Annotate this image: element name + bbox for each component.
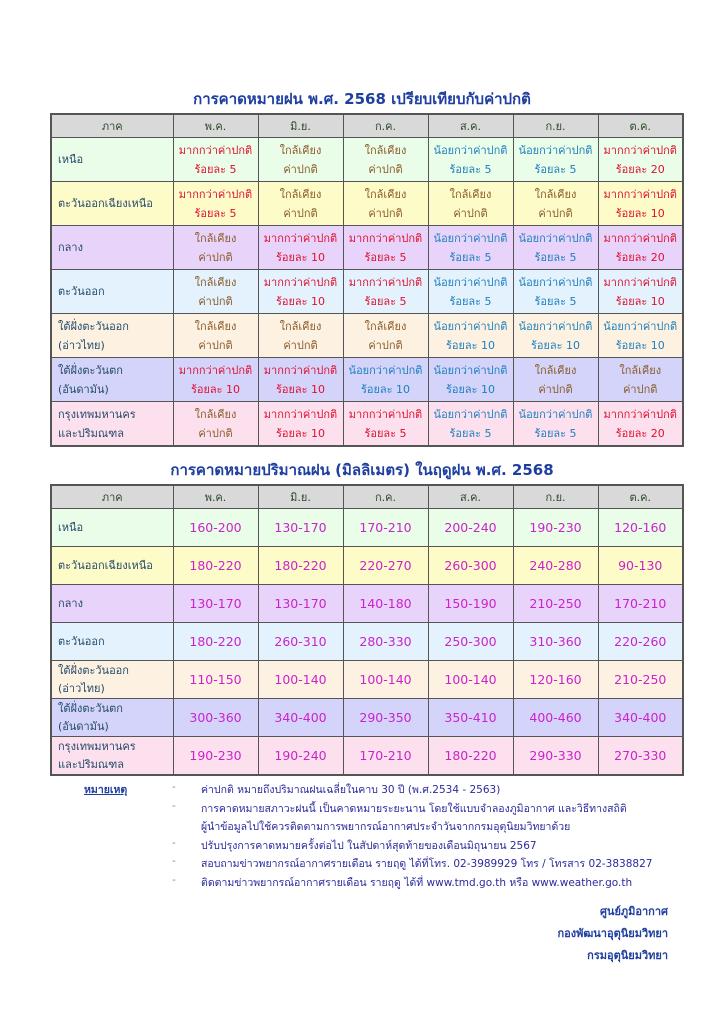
forecast-percent: ร้อยละ 5 <box>364 294 407 308</box>
forecast-cell <box>428 226 513 270</box>
rainfall-range: 190-240 <box>258 737 343 776</box>
forecast-percent: ค่าปกติ <box>623 382 658 396</box>
forecast-cell <box>428 402 513 447</box>
forecast-cell <box>598 138 683 182</box>
forecast-category: มากกว่าค่าปกติ <box>263 407 338 421</box>
rainfall-range: 120-160 <box>513 661 598 699</box>
forecast-percent: ค่าปกติ <box>198 250 233 264</box>
forecast-cell <box>258 182 343 226</box>
forecast-percent: ร้อยละ 10 <box>615 206 665 220</box>
column-header: ภาค <box>51 485 173 509</box>
rainfall-range: 100-140 <box>258 661 343 699</box>
note-bullet: - <box>172 781 176 793</box>
rainfall-range: 170-210 <box>598 585 683 623</box>
forecast-percent: ร้อยละ 10 <box>615 338 665 352</box>
table-row <box>51 585 683 623</box>
region-name: ตะวันออกเฉียงเหนือ <box>58 558 153 572</box>
forecast-category: น้อยกว่าค่าปกติ <box>433 275 508 289</box>
forecast-cell <box>513 270 598 314</box>
note-line: ผู้นำข้อมูลไปใช้ควรติดตามการพยากรณ์อากาศประจำวันจากกรมอุตุนิยมวิทยาด้วย <box>201 821 571 833</box>
forecast-category: มากกว่าค่าปกติ <box>603 231 677 245</box>
column-header: ต.ค. <box>598 114 683 138</box>
forecast-percent: ร้อยละ 20 <box>615 162 665 176</box>
column-header: ก.ค. <box>343 114 428 138</box>
table-header-row <box>51 485 683 509</box>
region-cell <box>51 547 173 585</box>
rainfall-range: 310-360 <box>513 623 598 661</box>
forecast-percent: ร้อยละ 10 <box>190 382 241 396</box>
forecast-percent: ค่าปกติ <box>283 162 318 176</box>
column-header: มิ.ย. <box>258 485 343 509</box>
forecast-cell <box>258 226 343 270</box>
forecast-cell <box>258 314 343 358</box>
forecast-category: มากกว่าค่าปกติ <box>263 231 338 245</box>
forecast-cell <box>598 314 683 358</box>
column-header: มิ.ย. <box>258 114 343 138</box>
note-bullet: - <box>172 799 176 812</box>
forecast-category: มากกว่าค่าปกติ <box>348 231 423 245</box>
forecast-category: ใกล้เคียง <box>619 363 662 377</box>
forecast-cell <box>343 182 428 226</box>
table1-title: การคาดหมายฝน พ.ศ. 2568 เปรียบเทียบกับค่าปกติ <box>193 90 531 108</box>
forecast-cell <box>173 314 258 358</box>
forecast-cell <box>428 270 513 314</box>
forecast-percent: ค่าปกติ <box>538 206 573 220</box>
forecast-category: ใกล้เคียง <box>364 143 407 157</box>
forecast-cell <box>258 270 343 314</box>
forecast-category: มากกว่าค่าปกติ <box>603 143 677 157</box>
forecast-percent: ร้อยละ 5 <box>194 162 237 176</box>
rainfall-range: 180-220 <box>173 547 258 585</box>
region-cell <box>51 182 173 226</box>
forecast-percent: ค่าปกติ <box>198 294 233 308</box>
rainfall-range: 220-270 <box>343 547 428 585</box>
forecast-cell <box>258 402 343 447</box>
forecast-category: มากกว่าค่าปกติ <box>603 407 677 421</box>
column-header: ก.ค. <box>343 485 428 509</box>
forecast-cell <box>173 182 258 226</box>
note-bullet: - <box>172 873 176 886</box>
table-row <box>51 699 683 737</box>
rainfall-range: 190-230 <box>513 509 598 547</box>
note-line: ติดตามข่าวพยากรณ์อากาศรายเดือน รายฤดู ได้ที่ www.tmd.go.th หรือ www.weather.go.th <box>201 876 633 889</box>
forecast-percent: ร้อยละ 5 <box>364 426 407 440</box>
forecast-percent: ค่าปกติ <box>368 338 403 352</box>
rainfall-range: 220-260 <box>598 623 683 661</box>
rainfall-range: 160-200 <box>173 509 258 547</box>
forecast-cell <box>258 358 343 402</box>
column-header: พ.ค. <box>173 485 258 509</box>
rainfall-range: 90-130 <box>598 547 683 585</box>
forecast-percent: ร้อยละ 10 <box>615 294 665 308</box>
forecast-category: มากกว่าค่าปกติ <box>178 187 253 201</box>
region-cell <box>51 314 173 358</box>
rain-comparison-table <box>50 113 684 447</box>
forecast-percent: ร้อยละ 10 <box>530 338 581 352</box>
forecast-category: น้อยกว่าค่าปกติ <box>518 275 593 289</box>
table-header-row <box>51 114 683 138</box>
forecast-percent: ร้อยละ 5 <box>449 426 492 440</box>
forecast-category: น้อยกว่าค่าปกติ <box>348 363 423 377</box>
forecast-percent: ร้อยละ 10 <box>445 382 496 396</box>
forecast-category: ใกล้เคียง <box>449 187 492 201</box>
forecast-cell <box>428 182 513 226</box>
rain-amount-table <box>50 484 684 776</box>
note-bullet: - <box>172 855 176 867</box>
forecast-category: มากกว่าค่าปกติ <box>348 275 423 289</box>
forecast-category: มากกว่าค่าปกติ <box>348 407 423 421</box>
forecast-percent: ร้อยละ 5 <box>449 162 492 176</box>
rainfall-range: 210-250 <box>513 585 598 623</box>
forecast-cell <box>173 270 258 314</box>
forecast-category: น้อยกว่าค่าปกติ <box>433 231 508 245</box>
rainfall-range: 290-350 <box>343 699 428 737</box>
forecast-percent: ค่าปกติ <box>453 206 488 220</box>
forecast-cell <box>343 270 428 314</box>
region-subname: (อันดามัน) <box>58 382 109 396</box>
forecast-cell <box>513 226 598 270</box>
rainfall-range: 130-170 <box>258 585 343 623</box>
region-cell <box>51 623 173 661</box>
signature-line: ศูนย์ภูมิอากาศ <box>599 905 668 918</box>
rainfall-range: 290-330 <box>513 737 598 776</box>
rainfall-range: 250-300 <box>428 623 513 661</box>
region-name: กรุงเทพมหานคร <box>58 407 136 421</box>
forecast-percent: ร้อยละ 5 <box>449 250 492 264</box>
forecast-cell <box>343 358 428 402</box>
forecast-percent: ร้อยละ 10 <box>275 294 326 308</box>
forecast-cell <box>343 226 428 270</box>
forecast-category: ใกล้เคียง <box>194 275 237 289</box>
forecast-cell <box>428 358 513 402</box>
rainfall-range: 340-400 <box>598 699 683 737</box>
note-line: สอบถามข่าวพยากรณ์อากาศรายเดือน รายฤดู ได้ที่โทร. 02-3989929 โทร / โทรสาร 02-3838827 <box>201 858 653 870</box>
region-name: ใต้ฝั่งตะวันออก <box>58 663 129 677</box>
forecast-category: มากกว่าค่าปกติ <box>603 275 677 289</box>
column-header: พ.ค. <box>173 114 258 138</box>
forecast-category: ใกล้เคียง <box>194 407 237 421</box>
forecast-category: ใกล้เคียง <box>534 187 577 201</box>
forecast-category: ใกล้เคียง <box>364 187 407 201</box>
region-cell <box>51 737 173 776</box>
forecast-category: มากกว่าค่าปกติ <box>603 187 677 201</box>
forecast-cell <box>173 402 258 447</box>
forecast-percent: ร้อยละ 10 <box>275 250 326 264</box>
column-header: ต.ค. <box>598 485 683 509</box>
rainfall-range: 260-310 <box>258 623 343 661</box>
note-line: การคาดหมายสภาวะฝนนี้ เป็นคาดหมายระยะนาน โดยใช้แบบจำลองภูมิอากาศ และวิธีทางสถิติ <box>201 802 627 815</box>
table-row <box>51 314 683 358</box>
region-name: ตะวันออก <box>58 634 105 648</box>
forecast-category: ใกล้เคียง <box>279 319 322 333</box>
table-row <box>51 509 683 547</box>
forecast-percent: ร้อยละ 5 <box>449 294 492 308</box>
region-name: กรุงเทพมหานคร <box>58 739 136 753</box>
forecast-category: น้อยกว่าค่าปกติ <box>433 407 508 421</box>
column-header: ก.ย. <box>513 114 598 138</box>
table-row <box>51 623 683 661</box>
forecast-percent: ร้อยละ 5 <box>534 294 577 308</box>
rainfall-range: 270-330 <box>598 737 683 776</box>
forecast-percent: ร้อยละ 10 <box>445 338 496 352</box>
table-row <box>51 358 683 402</box>
region-cell <box>51 358 173 402</box>
note-line: ค่าปกติ หมายถึงปริมาณฝนเฉลี่ยในคาบ 30 ปี (พ.ศ.2534 - 2563) <box>201 784 501 796</box>
rainfall-range: 130-170 <box>173 585 258 623</box>
rainfall-range: 300-360 <box>173 699 258 737</box>
region-name: กลาง <box>58 241 83 254</box>
rainfall-range: 170-210 <box>343 509 428 547</box>
region-cell <box>51 661 173 699</box>
rainfall-range: 180-220 <box>428 737 513 776</box>
notes-label: หมายเหตุ <box>84 784 128 796</box>
table-row <box>51 661 683 699</box>
region-name: ตะวันออกเฉียงเหนือ <box>58 197 153 210</box>
forecast-cell <box>343 138 428 182</box>
forecast-percent: ค่าปกติ <box>198 426 233 440</box>
forecast-percent: ร้อยละ 10 <box>275 426 326 440</box>
region-subname: (อันดามัน) <box>58 719 109 733</box>
forecast-percent: ร้อยละ 5 <box>534 162 577 176</box>
forecast-category: มากกว่าค่าปกติ <box>263 363 338 377</box>
rainfall-range: 350-410 <box>428 699 513 737</box>
rainfall-range: 100-140 <box>343 661 428 699</box>
forecast-percent: ค่าปกติ <box>368 206 403 220</box>
table-row <box>51 402 683 447</box>
table-row <box>51 182 683 226</box>
forecast-category: มากกว่าค่าปกติ <box>178 363 253 377</box>
rainfall-range: 400-460 <box>513 699 598 737</box>
forecast-category: น้อยกว่าค่าปกติ <box>433 363 508 377</box>
region-cell <box>51 270 173 314</box>
forecast-category: น้อยกว่าค่าปกติ <box>603 319 678 333</box>
forecast-category: ใกล้เคียง <box>279 187 322 201</box>
forecast-cell <box>513 138 598 182</box>
forecast-percent: ค่าปกติ <box>368 162 403 176</box>
table-row <box>51 737 683 776</box>
region-name: ใต้ฝั่งตะวันตก <box>58 701 123 715</box>
forecast-percent: ค่าปกติ <box>198 338 233 352</box>
note-line: ปรับปรุงการคาดหมายครั้งต่อไป ในสัปดาห์สุดท้ายของเดือนมิถุนายน 2567 <box>201 839 537 852</box>
forecast-cell <box>598 270 683 314</box>
table-row <box>51 226 683 270</box>
region-subname: (อ่าวไทย) <box>58 338 105 352</box>
forecast-category: น้อยกว่าค่าปกติ <box>518 143 593 157</box>
rainfall-range: 190-230 <box>173 737 258 776</box>
forecast-category: น้อยกว่าค่าปกติ <box>518 407 593 421</box>
region-cell <box>51 585 173 623</box>
forecast-cell <box>598 358 683 402</box>
table-row <box>51 270 683 314</box>
region-name: เหนือ <box>58 153 84 166</box>
region-cell <box>51 138 173 182</box>
region-subname: (อ่าวไทย) <box>58 681 105 695</box>
region-name: ใต้ฝั่งตะวันตก <box>58 363 123 377</box>
forecast-cell <box>173 138 258 182</box>
region-name: เหนือ <box>58 520 84 534</box>
region-name: ใต้ฝั่งตะวันออก <box>58 319 129 333</box>
rainfall-range: 210-250 <box>598 661 683 699</box>
column-header: ก.ย. <box>513 485 598 509</box>
region-cell <box>51 509 173 547</box>
rainfall-range: 170-210 <box>343 737 428 776</box>
forecast-percent: ค่าปกติ <box>283 206 318 220</box>
column-header: ภาค <box>51 114 173 138</box>
forecast-category: ใกล้เคียง <box>194 231 237 245</box>
table-row <box>51 547 683 585</box>
forecast-category: น้อยกว่าค่าปกติ <box>518 231 593 245</box>
table-row <box>51 138 683 182</box>
forecast-category: น้อยกว่าค่าปกติ <box>433 319 508 333</box>
forecast-category: มากกว่าค่าปกติ <box>178 143 253 157</box>
forecast-cell <box>173 226 258 270</box>
forecast-category: มากกว่าค่าปกติ <box>263 275 338 289</box>
forecast-cell <box>513 402 598 447</box>
rainfall-range: 110-150 <box>173 661 258 699</box>
note-bullet: - <box>172 836 176 849</box>
rainfall-range: 180-220 <box>173 623 258 661</box>
rainfall-range: 340-400 <box>258 699 343 737</box>
forecast-cell <box>343 314 428 358</box>
forecast-category: ใกล้เคียง <box>364 319 407 333</box>
forecast-category: ใกล้เคียง <box>194 319 237 333</box>
rainfall-range: 100-140 <box>428 661 513 699</box>
forecast-category: ใกล้เคียง <box>279 143 322 157</box>
forecast-percent: ร้อยละ 5 <box>534 426 577 440</box>
forecast-percent: ร้อยละ 5 <box>534 250 577 264</box>
forecast-category: น้อยกว่าค่าปกติ <box>433 143 508 157</box>
signature-line: กองพัฒนาอุตุนิยมวิทยา <box>557 927 668 940</box>
forecast-cell <box>598 226 683 270</box>
forecast-category: น้อยกว่าค่าปกติ <box>518 319 593 333</box>
forecast-cell <box>173 358 258 402</box>
rainfall-range: 260-300 <box>428 547 513 585</box>
column-header: ส.ค. <box>428 114 513 138</box>
forecast-cell <box>598 402 683 447</box>
forecast-percent: ร้อยละ 5 <box>364 250 407 264</box>
region-name: ตะวันออก <box>58 285 105 298</box>
forecast-category: ใกล้เคียง <box>534 363 577 377</box>
forecast-percent: ร้อยละ 10 <box>275 382 326 396</box>
forecast-percent: ค่าปกติ <box>538 382 573 396</box>
table2-title: การคาดหมายปริมาณฝน (มิลลิเมตร) ในฤดูฝน พ.ศ. 2568 <box>170 461 554 479</box>
rainfall-range: 150-190 <box>428 585 513 623</box>
rainfall-range: 130-170 <box>258 509 343 547</box>
rainfall-range: 120-160 <box>598 509 683 547</box>
column-header: ส.ค. <box>428 485 513 509</box>
region-subname: และปริมณฑล <box>58 426 124 440</box>
rainfall-range: 200-240 <box>428 509 513 547</box>
region-name: กลาง <box>58 596 83 610</box>
forecast-cell <box>513 182 598 226</box>
signature-line: กรมอุตุนิยมวิทยา <box>587 949 668 962</box>
forecast-percent: ร้อยละ 5 <box>194 206 237 220</box>
region-subname: และปริมณฑล <box>58 757 124 771</box>
forecast-percent: ร้อยละ 20 <box>615 250 665 264</box>
forecast-cell <box>343 402 428 447</box>
region-cell <box>51 226 173 270</box>
forecast-percent: ค่าปกติ <box>283 338 318 352</box>
forecast-cell <box>513 314 598 358</box>
region-cell <box>51 699 173 737</box>
rainfall-range: 140-180 <box>343 585 428 623</box>
forecast-cell <box>598 182 683 226</box>
region-cell <box>51 402 173 447</box>
forecast-cell <box>258 138 343 182</box>
forecast-cell <box>428 314 513 358</box>
forecast-percent: ร้อยละ 10 <box>360 382 411 396</box>
forecast-cell <box>428 138 513 182</box>
rainfall-range: 180-220 <box>258 547 343 585</box>
forecast-cell <box>513 358 598 402</box>
forecast-percent: ร้อยละ 20 <box>615 426 665 440</box>
rainfall-range: 280-330 <box>343 623 428 661</box>
rainfall-range: 240-280 <box>513 547 598 585</box>
